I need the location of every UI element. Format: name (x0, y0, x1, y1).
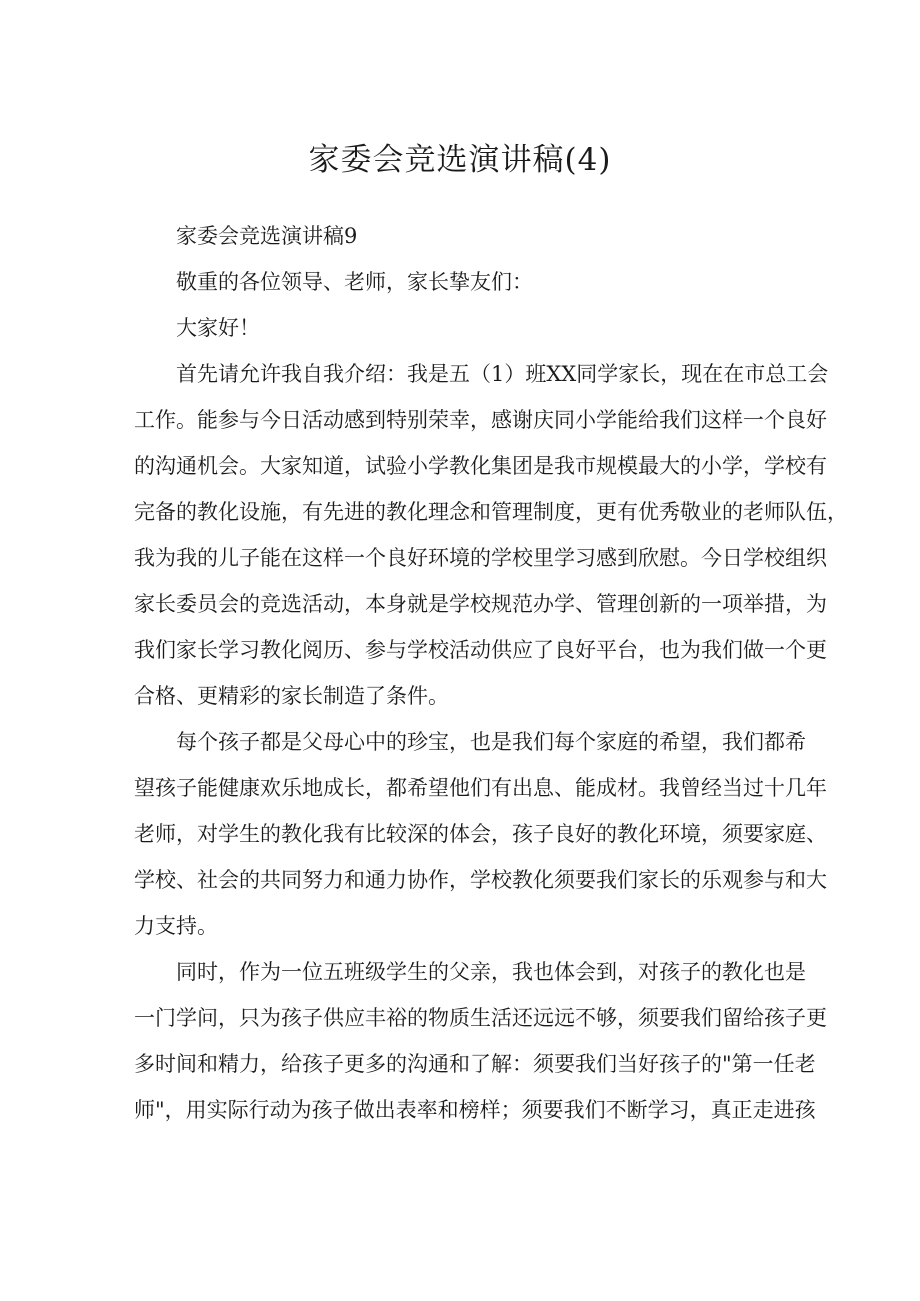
text-line: 敬重的各位领导、老师，家长挚友们： (176, 270, 533, 294)
text-line: 每个孩子都是父母心中的珍宝，也是我们每个家庭的希望，我们都希 (176, 730, 806, 754)
text-line: 首先请允许我自我介绍：我是五（1）班XX同学家长，现在在市总工会 (176, 362, 829, 386)
text-line: 的沟通机会。大家知道，试验小学教化集团是我市规模最大的小学，学校有 (134, 454, 827, 478)
text-line: 一门学问，只为孩子供应丰裕的物质生活还远远不够，须要我们留给孩子更 (134, 1006, 827, 1030)
text-line: 工作。能参与今日活动感到特别荣幸，感谢庆同小学能给我们这样一个良好 (134, 408, 827, 432)
text-line: 我为我的儿子能在这样一个良好环境的学校里学习感到欣慰。今日学校组织 (134, 546, 827, 570)
document-body (134, 213, 848, 1133)
text-line: 望孩子能健康欢乐地成长，都希望他们有出息、能成材。我曾经当过十几年 (134, 776, 827, 800)
document-title: 家委会竞选演讲稿(4) (308, 142, 612, 178)
text-line: 老师，对学生的教化我有比较深的体会，孩子良好的教化环境，须要家庭、 (134, 822, 827, 846)
text-line: 多时间和精力，给孩子更多的沟通和了解：须要我们当好孩子的"第一任老 (134, 1052, 816, 1076)
text-line: 力支持。 (134, 914, 218, 938)
text-line: 师"，用实际行动为孩子做出表率和榜样；须要我们不断学习，真正走进孩 (134, 1098, 816, 1122)
text-line: 大家好！ (176, 316, 260, 340)
text-line: 家长委员会的竞选活动，本身就是学校规范办学、管理创新的一项举措，为 (134, 592, 827, 616)
text-line: 我们家长学习教化阅历、参与学校活动供应了良好平台，也为我们做一个更 (134, 638, 827, 662)
text-line: 合格、更精彩的家长制造了条件。 (134, 684, 449, 708)
text-line: 家委会竞选演讲稿9 (176, 224, 358, 248)
text-line: 学校、社会的共同努力和通力协作，学校教化须要我们家长的乐观参与和大 (134, 868, 827, 892)
text-line: 完备的教化设施，有先进的教化理念和管理制度，更有优秀敬业的老师队伍， (134, 500, 848, 524)
text-line: 同时，作为一位五班级学生的父亲，我也体会到，对孩子的教化也是 (176, 960, 806, 984)
